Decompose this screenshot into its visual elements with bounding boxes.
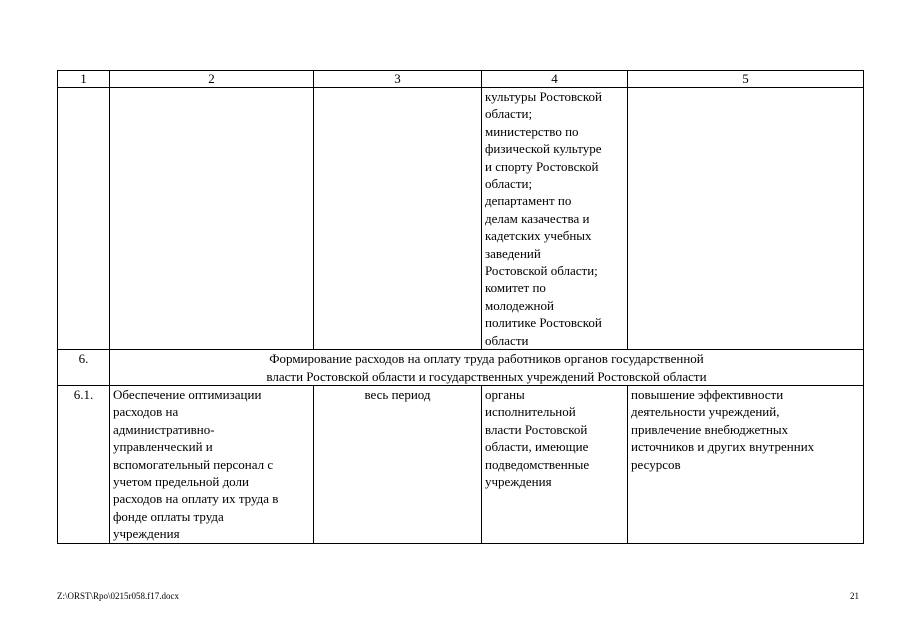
cell-line: расходов на bbox=[113, 404, 179, 420]
cell-line: и спорту Ростовской bbox=[485, 158, 599, 174]
cell-line: административно- bbox=[113, 421, 215, 437]
cell-line: учетом предельной доли bbox=[113, 473, 249, 489]
cell-line: комитет по bbox=[485, 280, 546, 296]
cell-line: физической культуре bbox=[485, 141, 602, 157]
section-title-line: Формирование расходов на оплату труда работников органов государственной bbox=[269, 351, 704, 367]
section-title-line: власти Ростовской области и государственных учреждений Ростовской области bbox=[266, 368, 707, 384]
cell-line: делам казачества и bbox=[485, 210, 590, 226]
column-number-cell: 4 bbox=[482, 71, 628, 88]
section-title bbox=[110, 350, 864, 386]
item-row bbox=[58, 385, 864, 543]
cell-line: деятельности учреждений, bbox=[631, 404, 780, 420]
cell-line: управленческий и bbox=[113, 439, 213, 455]
cell-line: источников и других внутренних bbox=[631, 439, 815, 455]
cell-line: департамент по bbox=[485, 193, 572, 209]
cell-line: заведений bbox=[485, 245, 541, 261]
column-number-cell: 2 bbox=[110, 71, 314, 88]
cell-line: области bbox=[485, 332, 529, 348]
executors-cell bbox=[482, 88, 628, 350]
executors-cell bbox=[482, 385, 628, 543]
result-cell bbox=[628, 385, 864, 543]
cell-line: кадетских учебных bbox=[485, 228, 592, 244]
measure-cell bbox=[110, 385, 314, 543]
cell-line: области, имеющие bbox=[485, 439, 589, 455]
cell-line: фонде оплаты труда bbox=[113, 508, 224, 524]
period-cell: весь период bbox=[314, 385, 482, 543]
cell-line: подведомственные bbox=[485, 456, 590, 472]
column-number-cell: 1 bbox=[58, 71, 110, 88]
column-number-row bbox=[58, 71, 864, 88]
cell-line: привлечение внебюджетных bbox=[631, 421, 789, 437]
cell-line: политике Ростовской bbox=[485, 315, 602, 331]
cell-line: области; bbox=[485, 176, 533, 192]
table-cell bbox=[58, 88, 110, 350]
item-number: 6.1. bbox=[58, 385, 110, 543]
footer-file-path: Z:\ORST\Rpo\0215r058.f17.docx bbox=[57, 591, 179, 601]
continuation-row bbox=[58, 88, 864, 350]
measures-table bbox=[57, 70, 864, 544]
cell-line: расходов на оплату их труда в bbox=[113, 491, 279, 507]
cell-line: учреждения bbox=[113, 526, 180, 542]
cell-line: ресурсов bbox=[631, 456, 681, 472]
cell-line: исполнительной bbox=[485, 404, 576, 420]
cell-line: вспомогательный персонал с bbox=[113, 456, 274, 472]
cell-line: органы bbox=[485, 386, 525, 402]
cell-line: Ростовской области; bbox=[485, 263, 598, 279]
cell-line: министерство по bbox=[485, 123, 579, 139]
cell-line: учреждения bbox=[485, 473, 552, 489]
column-number-cell: 5 bbox=[628, 71, 864, 88]
footer-page-number: 21 bbox=[850, 591, 859, 601]
cell-line: власти Ростовской bbox=[485, 421, 588, 437]
table-cell bbox=[628, 88, 864, 350]
cell-line: культуры Ростовской bbox=[485, 89, 602, 104]
section-row bbox=[58, 350, 864, 386]
table-cell bbox=[110, 88, 314, 350]
cell-line: Обеспечение оптимизации bbox=[113, 386, 262, 402]
cell-line: молодежной bbox=[485, 297, 554, 313]
column-number-cell: 3 bbox=[314, 71, 482, 88]
table-cell bbox=[314, 88, 482, 350]
cell-line: повышение эффективности bbox=[631, 386, 784, 402]
cell-line: области; bbox=[485, 106, 533, 122]
section-number: 6. bbox=[58, 350, 110, 386]
